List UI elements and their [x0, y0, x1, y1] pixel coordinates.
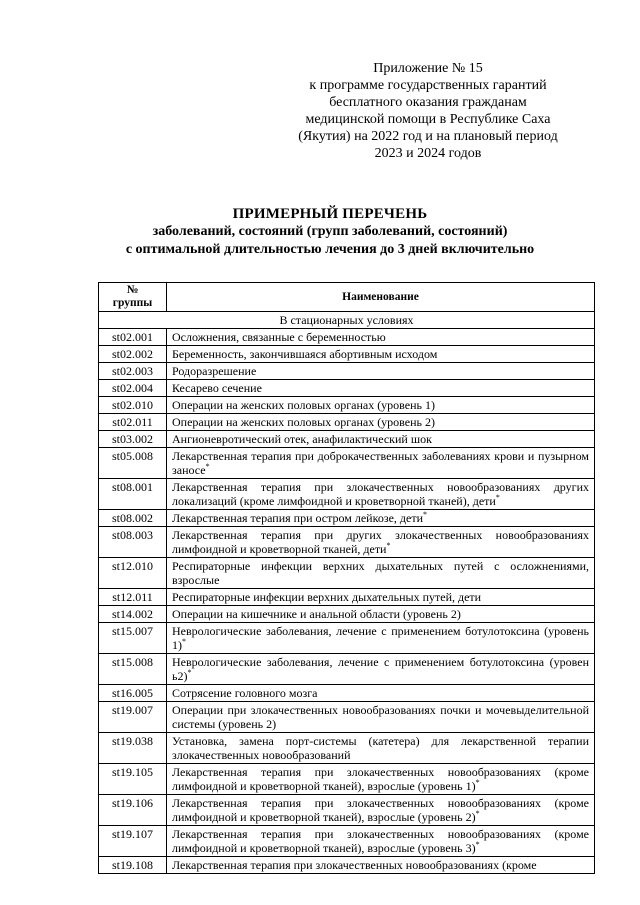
group-name: Операции на женских половых органах (уровень 2) [172, 415, 435, 429]
table-row [99, 510, 595, 527]
footnote-mark: * [495, 493, 500, 502]
group-name-cell [167, 733, 595, 764]
group-code: st12.011 [99, 589, 167, 606]
group-code: st08.003 [99, 527, 167, 558]
group-name: Лекарственная терапия при злокачественных новообразованиях (кроме лимфоидной и кроветворной тканей), взрослые (уровень 3) [172, 827, 589, 855]
table-row [99, 606, 595, 623]
group-code: st02.011 [99, 414, 167, 431]
group-name: Лекарственная терапия при остром лейкозе, дети [172, 511, 423, 525]
group-name: Неврологические заболевания, лечение с применением ботулотоксина (уровень 1) [172, 624, 589, 652]
table-row [99, 733, 595, 764]
table-row [99, 654, 595, 685]
annex-line: 2023 и 2024 годов [374, 146, 482, 161]
group-name: Лекарственная терапия при злокачественных новообразованиях (кроме [172, 858, 537, 872]
table-row [99, 414, 595, 431]
annex-line: бесплатного оказания гражданам [329, 95, 527, 110]
title-subtitle-2: с оптимальной длительностью лечения до 3 дней включительно [125, 242, 535, 257]
group-code: st08.001 [99, 479, 167, 510]
table-row [99, 397, 595, 414]
section-inpatient: В стационарных условиях [99, 312, 595, 329]
group-name: Ангионевротический отек, анафилактический шок [172, 432, 432, 446]
group-name-cell [167, 363, 595, 380]
table-row [99, 589, 595, 606]
group-name: Операции на женских половых органах (уровень 1) [172, 398, 435, 412]
group-code: st16.005 [99, 685, 167, 702]
group-code: st02.003 [99, 363, 167, 380]
group-code: st02.004 [99, 380, 167, 397]
group-name-cell [167, 414, 595, 431]
group-name-cell [167, 558, 595, 589]
table-row [99, 346, 595, 363]
group-name: Сотрясение головного мозга [172, 686, 318, 700]
group-code: st08.002 [99, 510, 167, 527]
footnote-mark: * [475, 809, 480, 818]
annex-block [278, 60, 578, 162]
table-header-row [99, 283, 595, 312]
table-row [99, 623, 595, 654]
group-code: st03.002 [99, 431, 167, 448]
table-row [99, 558, 595, 589]
group-name: Респираторные инфекции верхних дыхательных путей, дети [172, 590, 482, 604]
group-name-cell [167, 826, 595, 857]
table-row [99, 479, 595, 510]
table-row [99, 431, 595, 448]
table-row [99, 448, 595, 479]
table-row [99, 380, 595, 397]
diagnosis-groups-table [98, 282, 595, 874]
group-name-cell [167, 857, 595, 874]
group-name-cell [167, 685, 595, 702]
title-subtitle-1: заболеваний, состояний (групп заболеваний, состояний) [152, 224, 508, 239]
group-code: st02.010 [99, 397, 167, 414]
group-code: st19.007 [99, 702, 167, 733]
table-row [99, 329, 595, 346]
group-code: st19.106 [99, 795, 167, 826]
group-code: st19.107 [99, 826, 167, 857]
group-name-cell [167, 623, 595, 654]
annex-line: медицинской помощи в Республике Саха [305, 112, 551, 127]
group-name: Родоразрешение [172, 364, 257, 378]
group-name-cell [167, 589, 595, 606]
annex-line: Приложение № 15 [373, 61, 483, 76]
section-row [99, 312, 595, 329]
footnote-mark: * [475, 840, 480, 849]
group-name: Лекарственная терапия при злокачественных новообразованиях (кроме лимфоидной и кроветворной тканей), взрослые (уровень 1) [172, 765, 589, 793]
table-row [99, 685, 595, 702]
table-row [99, 857, 595, 874]
header-group-number [99, 283, 167, 312]
footnote-mark: * [182, 637, 186, 646]
group-name-cell [167, 654, 595, 685]
group-name: Установка, замена порт-системы (катетера) для лекарственной терапии злокачественных новообразований [172, 734, 589, 762]
group-code: st02.001 [99, 329, 167, 346]
group-code: st05.008 [99, 448, 167, 479]
group-code: st15.007 [99, 623, 167, 654]
group-name-cell [167, 479, 595, 510]
table-row [99, 363, 595, 380]
group-name-cell [167, 702, 595, 733]
group-name: Операции при злокачественных новообразованиях почки и мочевыделительной системы (уровень 2) [172, 703, 589, 731]
group-name-cell [167, 606, 595, 623]
table-row [99, 527, 595, 558]
group-name-cell [167, 764, 595, 795]
annex-line: (Якутия) на 2022 год и на плановый период [298, 129, 558, 144]
group-name-cell [167, 380, 595, 397]
group-name-cell [167, 448, 595, 479]
group-name: Осложнения, связанные с беременностью [172, 330, 386, 344]
group-code: st19.108 [99, 857, 167, 874]
group-code: st15.008 [99, 654, 167, 685]
group-code: st12.010 [99, 558, 167, 589]
group-code: st19.038 [99, 733, 167, 764]
header-group-label: группы [112, 297, 153, 309]
group-name: Лекарственная терапия при доброкачественных заболеваниях крови и пузырном заносе [172, 449, 589, 477]
group-code: st19.105 [99, 764, 167, 795]
group-name-cell [167, 431, 595, 448]
footnote-mark: * [386, 541, 391, 550]
group-name-cell [167, 510, 595, 527]
group-name: Лекарственная терапия при злокачественных новообразованиях (кроме лимфоидной и кроветворной тканей), взрослые (уровень 2) [172, 796, 589, 824]
table-row [99, 702, 595, 733]
group-name: Респираторные инфекции верхних дыхательных путей с осложнениями, взрослые [172, 559, 589, 587]
document-title [30, 205, 630, 259]
footnote-mark: * [423, 510, 427, 519]
group-name: Кесарево сечение [172, 381, 262, 395]
group-code: st02.002 [99, 346, 167, 363]
group-name-cell [167, 397, 595, 414]
footnote-mark: * [205, 462, 210, 471]
table-row [99, 795, 595, 826]
group-name: Беременность, закончившаяся абортивным исходом [172, 347, 438, 361]
group-name: Операции на кишечнике и анальной области (уровень 2) [172, 607, 461, 621]
group-code: st14.002 [99, 606, 167, 623]
group-name-cell [167, 329, 595, 346]
group-name-cell [167, 346, 595, 363]
header-name: Наименование [167, 283, 595, 312]
group-name: Лекарственная терапия при злокачественных новообразованиях других локализаций (кроме лимфоидной и кроветворной тканей), дети [172, 480, 589, 508]
header-number-sign: № [126, 284, 139, 296]
group-name: Лекарственная терапия при других злокачественных новообразованиях лимфоидной и кроветворной тканей, дети [172, 528, 589, 556]
footnote-mark: * [187, 668, 192, 677]
table-row [99, 826, 595, 857]
group-name-cell [167, 795, 595, 826]
table-row [99, 764, 595, 795]
footnote-mark: * [475, 778, 480, 787]
group-name-cell [167, 527, 595, 558]
title-main: ПРИМЕРНЫЙ ПЕРЕЧЕНЬ [232, 206, 428, 222]
group-name: Неврологические заболевания, лечение с применением ботулотоксина (уровен ь2) [172, 655, 589, 683]
annex-line: к программе государственных гарантий [309, 78, 547, 93]
